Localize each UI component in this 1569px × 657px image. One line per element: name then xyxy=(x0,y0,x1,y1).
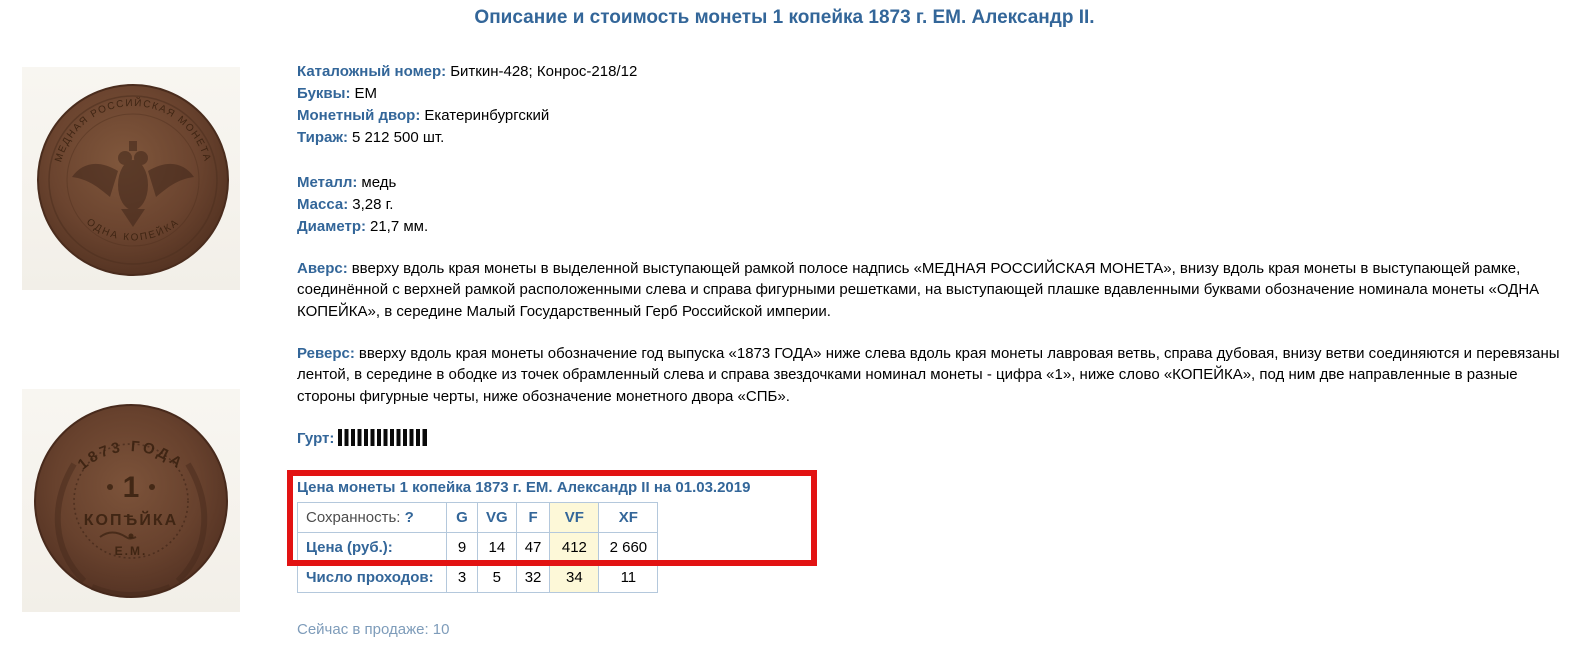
spec-mass xyxy=(297,194,1565,216)
reverse-denomination-word: КОПѢЙКА xyxy=(83,512,179,529)
price-heading: Цена монеты 1 копейка 1873 г. ЕМ. Александр II на 01.03.2019 xyxy=(297,479,751,496)
spec-label: Тираж: xyxy=(297,129,348,146)
passes-cell-vf: 34 xyxy=(550,563,599,593)
spec-diameter xyxy=(297,216,1565,238)
grade-header-vf: VF xyxy=(550,503,599,533)
coin-reverse-photo[interactable] xyxy=(22,389,240,612)
price-section xyxy=(297,478,897,593)
on-sale-link[interactable]: Сейчас в продаже: 10 xyxy=(297,621,450,638)
edge-label: Гурт: xyxy=(297,430,335,447)
page-title: Описание и стоимость монеты 1 копейка 1873 г. ЕМ. Александр II. xyxy=(474,7,1095,28)
condition-label-cell xyxy=(298,503,447,533)
reeded-edge-image xyxy=(338,429,427,446)
price-cell-f: 47 xyxy=(516,533,550,563)
table-row-condition xyxy=(298,503,658,533)
spec-mint xyxy=(297,105,1565,127)
spec-label: Масса: xyxy=(297,196,349,213)
reverse-text: вверху вдоль края монеты обозначение год выпуска «1873 ГОДА» ниже слева вдоль края монеты лавровая ветвь, справа дубовая, внизу ветви соединяются и перевязаны лентой, в середине в ободке из точек обрамленный слева и справа звездочками номинал монеты - цифра «1», ниже слово «КОПЕЙКА», под ним две направленные в разные стороны фигурные черты, ниже обозначение монетного двора «СПБ». xyxy=(297,345,1560,405)
spec-label: Каталожный номер: xyxy=(297,63,447,80)
passes-cell-xf: 11 xyxy=(599,563,658,593)
spec-metal xyxy=(297,172,1565,194)
spec-label: Металл: xyxy=(297,174,358,191)
passes-cell-f: 32 xyxy=(516,563,550,593)
condition-help-link[interactable]: ? xyxy=(404,509,414,526)
reverse-description xyxy=(297,343,1565,407)
physical-specs-block xyxy=(297,172,1565,238)
price-table xyxy=(297,502,658,593)
obverse-label: Аверс: xyxy=(297,260,348,277)
spec-mintage xyxy=(297,127,1565,149)
spec-value: 3,28 г. xyxy=(352,196,394,213)
reverse-label: Реверс: xyxy=(297,345,355,362)
obverse-legend-top: МЕДНАЯ РОССИЙСКАЯ МОНЕТА xyxy=(53,97,213,164)
table-row-passes xyxy=(298,563,658,593)
obverse-legend-bottom: ОДНА КОПЕЙКА xyxy=(84,216,182,244)
obverse-text: вверху вдоль края монеты в выделенной выступающей рамкой полосе надпись «МЕДНАЯ РОССИЙСКАЯ МОНЕТА», внизу вдоль края монеты в выступающей рамке, соединённой с верхней рамкой расположенными слева и справа фигурными решетками, на выступающей плашке вдавленными буквами обозначение номинала монеты «ОДНА КОПЕЙКА», в середине Малый Государственный Герб Российской империи. xyxy=(297,260,1540,320)
price-cell-vg: 14 xyxy=(478,533,517,563)
grade-header-vg: VG xyxy=(478,503,517,533)
spec-value: 5 212 500 шт. xyxy=(351,129,445,146)
price-cell-xf: 2 660 xyxy=(599,533,658,563)
price-cell-g: 9 xyxy=(447,533,478,563)
spec-label: Диаметр: xyxy=(297,218,366,235)
grade-header-xf: XF xyxy=(599,503,658,533)
spec-value: медь xyxy=(361,174,397,191)
passes-cell-vg: 5 xyxy=(478,563,517,593)
table-row-price xyxy=(298,533,658,563)
grade-header-g: G xyxy=(447,503,478,533)
coin-obverse-image xyxy=(22,67,240,290)
passes-cell-g: 3 xyxy=(447,563,478,593)
coin-obverse-photo[interactable] xyxy=(22,67,240,290)
edge-row xyxy=(297,428,1565,450)
price-cell-vf: 412 xyxy=(550,533,599,563)
spec-value: Биткин-428; Конрос-218/12 xyxy=(450,63,638,80)
passes-row-label: Число проходов: xyxy=(298,563,447,593)
spec-label: Монетный двор: xyxy=(297,107,421,124)
spec-catalog-number xyxy=(297,61,1565,83)
reverse-denomination-digit: 1 xyxy=(122,471,140,504)
coin-reverse-image xyxy=(22,389,240,612)
condition-label: Сохранность: xyxy=(306,509,401,526)
obverse-description xyxy=(297,258,1565,322)
spec-value: Екатеринбургский xyxy=(424,107,550,124)
spec-label: Буквы: xyxy=(297,85,351,102)
reverse-year-legend: 1873 ГОДА xyxy=(74,438,188,474)
spec-value: ЕМ xyxy=(354,85,377,102)
spec-letters xyxy=(297,83,1565,105)
grade-header-f: F xyxy=(516,503,550,533)
spec-value: 21,7 мм. xyxy=(370,218,429,235)
reverse-mintmark: Е.М. xyxy=(114,544,148,558)
catalog-specs-block xyxy=(297,61,1565,149)
price-row-label: Цена (руб.): xyxy=(298,533,447,563)
